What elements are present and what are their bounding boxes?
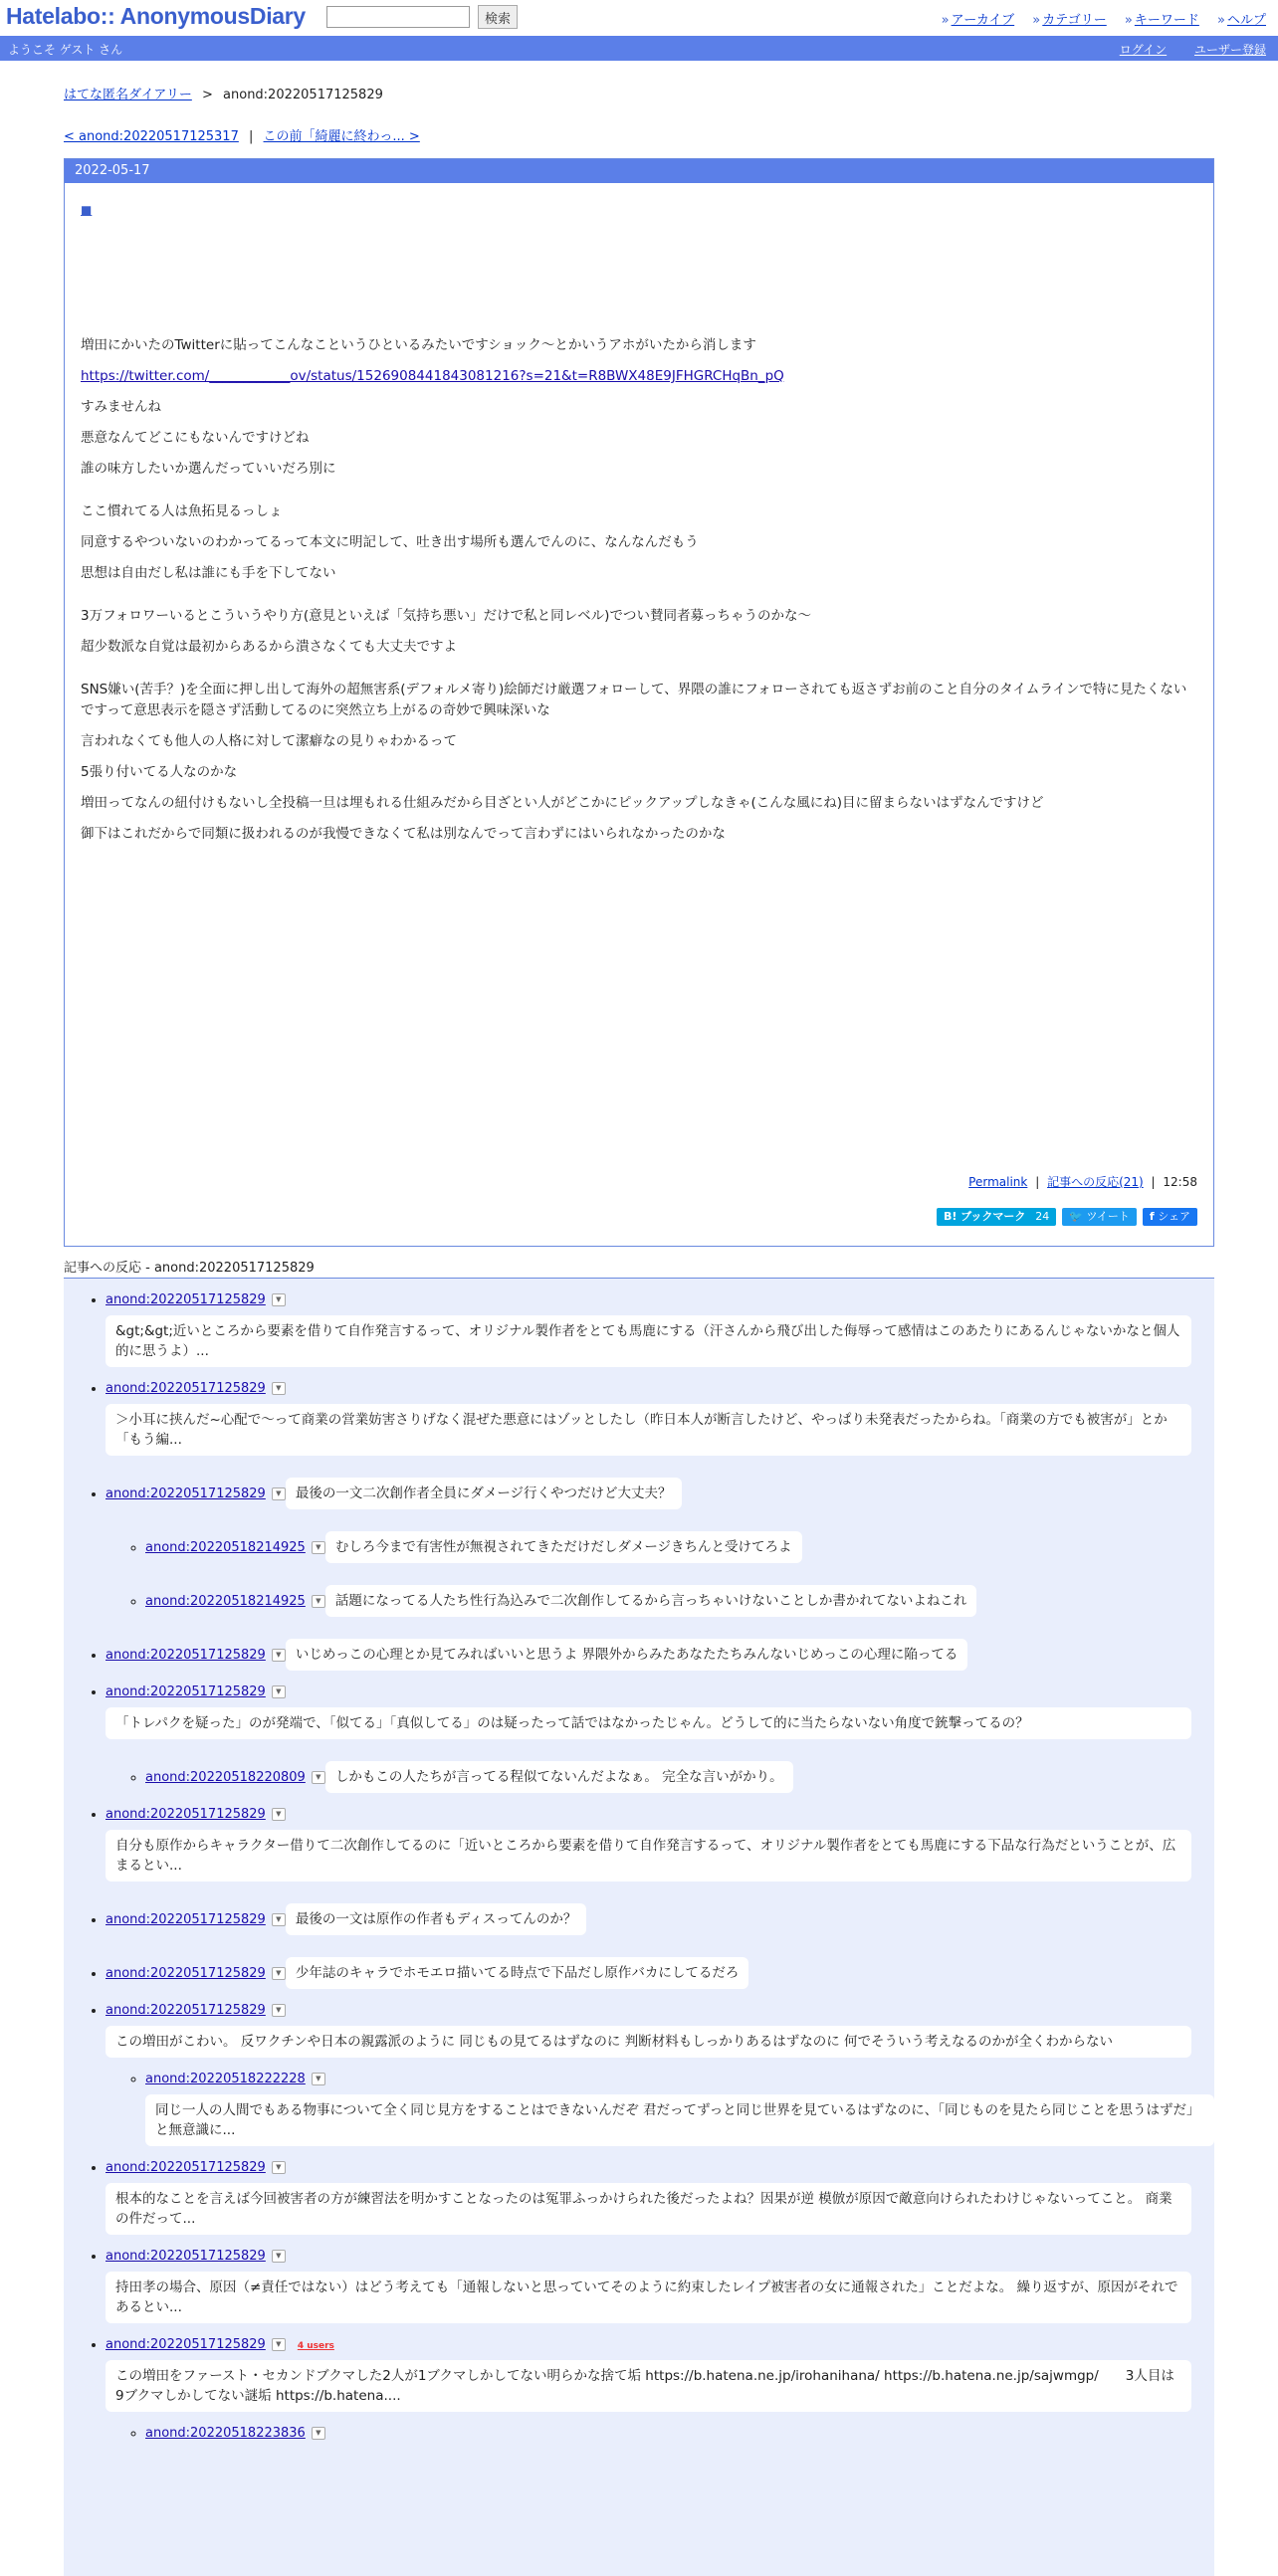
- reaction-excerpt: この増田をファースト・セカンドブクマした2人が1ブクマしかしてない明らかな捨て垢 https://b.hatena.ne.jp/irohanihana/ https://b.hatena.ne.jp/sajwmgp/ 3人目は9ブクマしかしてない謎垢 https://b.hatena....: [106, 2360, 1191, 2412]
- register-link[interactable]: ユーザー登録: [1193, 43, 1266, 57]
- reaction-id-link[interactable]: anond:20220517125829: [106, 1486, 266, 1501]
- entry-line: 同意するやついないのわかってるって本文に明記して、吐き出す場所も選んでんのに、なんなんだもう: [81, 534, 699, 550]
- dropdown-toggle-icon[interactable]: ▼: [272, 1913, 286, 1926]
- footer-separator: |: [1035, 1175, 1040, 1189]
- entry-twitter-link[interactable]: https://twitter.com/____________ov/status/1526908441843081216?s=21&t=R8BWX48E9JFHGRCHqBn_pQ: [81, 368, 784, 384]
- reaction-excerpt: 最後の一文二次創作者全員にダメージ行くやつだけど大丈夫？: [286, 1478, 682, 1509]
- reaction-item: [106, 1807, 1214, 1882]
- reaction-excerpt: ＞小耳に挟んだ~心配で～って商業の営業妨害さりげなく混ぜた悪意にはゾッとしたし（昨日本人が断言したけど、やっぱり未発表だったからね。「商業の方でも被害が」とか「もう編...: [106, 1404, 1191, 1456]
- reaction-id-link[interactable]: anond:20220518220809: [145, 1770, 306, 1785]
- reaction-id-link[interactable]: anond:20220517125829: [106, 2003, 266, 2018]
- reaction-item: [106, 1292, 1214, 1367]
- entry-date: 2022-05-17: [65, 159, 1213, 183]
- dropdown-toggle-icon[interactable]: ▼: [272, 1685, 286, 1698]
- twitter-bird-icon: 🐦: [1069, 1210, 1083, 1223]
- entry: [64, 158, 1214, 1247]
- entry-line: 御下はこれだからで同類に扱われるのが我慢できなくて私は別なんでって言わずにはいられなかったのかな: [81, 826, 726, 842]
- reaction-id-link[interactable]: anond:20220517125829: [106, 1292, 266, 1307]
- reaction-item: [106, 1631, 1214, 1671]
- reaction-excerpt: 「トレパクを疑った」のが発端で、「似てる」「真似してる」のは疑ったって話ではなかったじゃん。どうして的に当たらないない角度で銃撃ってるの？: [106, 1707, 1191, 1739]
- reaction-excerpt: 自分も原作からキャラクター借りて二次創作してるのに「近いところから要素を借りて自作発言するって、オリジナル製作者をとても馬鹿にする下品な行為だということが、広まるとい...: [106, 1830, 1191, 1882]
- permalink[interactable]: Permalink: [968, 1175, 1028, 1189]
- entry-text: [81, 335, 1197, 845]
- dropdown-toggle-icon[interactable]: ▼: [272, 1808, 286, 1821]
- reaction-id-link[interactable]: anond:20220517125829: [106, 1912, 266, 1927]
- bookmark-users-badge[interactable]: 4 users: [297, 2341, 334, 2351]
- dropdown-toggle-icon[interactable]: ▼: [272, 1487, 286, 1500]
- bookmark-label: B! ブックマーク: [943, 1210, 1026, 1223]
- reactions-title: 記事への反応 - anond:20220517125829: [64, 1257, 1214, 1279]
- entry-line: すみませんね: [81, 399, 161, 415]
- entry-section-mark[interactable]: ■: [81, 203, 93, 217]
- reaction-item: [145, 2072, 1214, 2146]
- dropdown-toggle-icon[interactable]: ▼: [272, 1649, 286, 1662]
- entry-line: 5張り付いてる人なのかな: [81, 764, 238, 780]
- bookmark-count: 24: [1035, 1210, 1050, 1223]
- reaction-sublist: [106, 2426, 1214, 2441]
- reaction-id-link[interactable]: anond:20220517125829: [106, 1807, 266, 1822]
- entry-line: 思想は自由だし私は誰にも手を下してない: [81, 565, 336, 581]
- prev-entry-link[interactable]: < anond:20220517125317: [64, 129, 239, 144]
- reaction-item: [106, 1470, 1214, 1617]
- reaction-excerpt: 最後の一文は原作の作者もディスってんのか？: [286, 1903, 587, 1935]
- reaction-list: [64, 1292, 1214, 2441]
- reaction-excerpt: むしろ今まで有害性が無視されてきただけだしダメージきちんと受けてろよ: [325, 1531, 802, 1563]
- breadcrumb: [64, 84, 1214, 105]
- tweet-label: ツイート: [1086, 1210, 1130, 1223]
- reaction-item: [145, 1523, 1214, 1563]
- reaction-sublist: [106, 1753, 1214, 1793]
- site-logo[interactable]: Hatelabo:: AnonymousDiary: [6, 3, 306, 29]
- reaction-excerpt: いじめっこの心理とか見てみればいいと思うよ 界隈外からみたあなたたちみんないじめっこの心理に陥ってる: [286, 1639, 968, 1671]
- reaction-item: [106, 2249, 1214, 2323]
- dropdown-toggle-icon[interactable]: ▼: [312, 1541, 325, 1554]
- entry-body: [65, 183, 1213, 845]
- reaction-excerpt: しかもこの人たちが言ってる程似てないんだよなぁ。 完全な言いがかり。: [325, 1761, 793, 1793]
- reaction-item: [106, 1949, 1214, 1989]
- reaction-excerpt: 話題になってる人たち性行為込みで二次創作してるから言っちゃいけないことしか書かれてないよねこれ: [325, 1585, 977, 1617]
- dropdown-toggle-icon[interactable]: ▼: [272, 2161, 286, 2174]
- dropdown-toggle-icon[interactable]: ▼: [312, 2073, 325, 2085]
- prev-next-nav: [64, 125, 1214, 144]
- reaction-item: [106, 2160, 1214, 2235]
- entry-line: 誰の味方したいか選んだっていいだろ別に: [81, 461, 336, 477]
- facebook-share-button[interactable]: [1143, 1208, 1197, 1226]
- entry-line: SNS嫌い(苦手？)を全面に押し出して海外の超無害系(デフォルメ寄り)絵師だけ厳選フォローして、界隈の誰にフォローされても返さずお前のこと自分のタイムラインで特に見たくないですって意思表示を隠さず活動してるのに突然立ち上がるの奇妙で興味深いな: [81, 682, 1187, 718]
- entry-line: 増田にかいたのTwitterに貼ってこんなこというひといるみたいですショック〜とかいうアホがいたから消します: [81, 337, 756, 353]
- reaction-item: [106, 1684, 1214, 1793]
- entry-line: ここ慣れてる人は魚拓見るっしょ: [81, 503, 283, 519]
- dropdown-toggle-icon[interactable]: ▼: [272, 1382, 286, 1395]
- top-bar: [0, 0, 1278, 36]
- nav-category[interactable]: » カテゴリー: [1032, 13, 1106, 28]
- reaction-excerpt: この増田がこわい。 反ワクチンや日本の親露派のように 同じもの見てるはずなのに 判断材料もしっかりあるはずなのに 何でそういう考えなるのかが全くわからない: [106, 2026, 1191, 2058]
- tweet-button[interactable]: [1062, 1208, 1137, 1226]
- reactions-link[interactable]: 記事への反応(21): [1047, 1175, 1144, 1189]
- user-bar: [0, 36, 1278, 61]
- reaction-item: [106, 1381, 1214, 1456]
- dropdown-toggle-icon[interactable]: ▼: [312, 1595, 325, 1608]
- next-entry-link[interactable]: この前「綺麗に終わっ... >: [263, 129, 420, 144]
- entry-line: 言われなくても他人の人格に対して潔癖なの見りゃわかるって: [81, 733, 457, 749]
- main-content: [64, 84, 1214, 2576]
- reaction-id-link[interactable]: anond:20220517125829: [106, 2249, 266, 2264]
- reaction-id-link[interactable]: anond:20220517125829: [106, 1648, 266, 1663]
- share-buttons: [937, 1208, 1197, 1226]
- reaction-excerpt: 持田孝の場合、原因（≠責任ではない）はどう考えても「通報しないと思っていてそのように約束したレイプ被害者の女に通報された」ことだよな。 繰り返すが、原因がそれであるとい...: [106, 2272, 1191, 2323]
- reaction-item: [106, 2003, 1214, 2146]
- reaction-id-link[interactable]: anond:20220517125829: [106, 1966, 266, 1981]
- breadcrumb-separator: >: [201, 88, 213, 102]
- entry-line: 悪意なんてどこにもないんですけどね: [81, 430, 310, 446]
- reaction-id-link[interactable]: anond:20220518214925: [145, 1540, 306, 1555]
- nav-archive[interactable]: » アーカイブ: [942, 13, 1015, 28]
- entry-line: 3万フォロワーいるとこういうやり方(意見といえば「気持ち悪い」だけで私と同レベル)でつい賛同者募っちゃうのかな〜: [81, 608, 811, 624]
- dropdown-toggle-icon[interactable]: ▼: [312, 2427, 325, 2440]
- reaction-item: [145, 1753, 1214, 1793]
- reaction-excerpt: 少年誌のキャラでホモエロ描いてる時点で下品だし原作バカにしてるだろ: [286, 1957, 749, 1989]
- breadcrumb-home[interactable]: はてな匿名ダイアリー: [64, 88, 192, 102]
- nav-help[interactable]: » ヘルプ: [1217, 13, 1266, 28]
- dropdown-toggle-icon[interactable]: ▼: [272, 2338, 286, 2351]
- reaction-excerpt: &gt;&gt;近いところから要素を借りて自作発言するって、オリジナル製作者をとても馬鹿にする（汗さんから飛び出した侮辱って感情はこのあたりにあるんじゃないかなと個人的に思うよ）...: [106, 1315, 1191, 1367]
- dropdown-toggle-icon[interactable]: ▼: [312, 1771, 325, 1784]
- share-label: シェア: [1158, 1210, 1190, 1223]
- reaction-item: [145, 1577, 1214, 1617]
- entry-line: 増田ってなんの紐付けもないし全投稿一旦は埋もれる仕組みだから目ざとい人がどこかにピックアップしなきゃ(こんな風にね)目に留まらないはずなんですけど: [81, 795, 1044, 811]
- top-nav: [928, 9, 1266, 28]
- reaction-id-link[interactable]: anond:20220517125829: [106, 2337, 266, 2352]
- entry-footer: [968, 1173, 1197, 1190]
- dropdown-toggle-icon[interactable]: ▼: [272, 1293, 286, 1306]
- welcome-text: ようこそ ゲスト さん: [8, 43, 123, 57]
- search-input[interactable]: [326, 6, 470, 28]
- nav-keyword[interactable]: » キーワード: [1125, 13, 1199, 28]
- dropdown-toggle-icon[interactable]: ▼: [272, 2004, 286, 2017]
- reaction-id-link[interactable]: anond:20220517125829: [106, 2160, 266, 2175]
- reactions-list: [64, 1279, 1214, 2576]
- prev-next-separator: |: [249, 129, 254, 144]
- reaction-id-link[interactable]: anond:20220517125829: [106, 1381, 266, 1396]
- breadcrumb-current: anond:20220517125829: [223, 88, 383, 102]
- reaction-excerpt: 同じ一人の人間でもある物事について全く同じ見方をすることはできないんだぞ 君だってずっと同じ世界を見ているはずなのに、「同じものを見たら同じことを思うはずだ」と無意識に...: [145, 2094, 1214, 2146]
- dropdown-toggle-icon[interactable]: ▼: [272, 1967, 286, 1980]
- search-button[interactable]: 検索: [478, 5, 518, 29]
- reaction-id-link[interactable]: anond:20220517125829: [106, 1684, 266, 1699]
- login-link[interactable]: ログイン: [1119, 43, 1168, 57]
- reaction-id-link[interactable]: anond:20220518223836: [145, 2426, 306, 2441]
- footer-separator: |: [1151, 1175, 1156, 1189]
- reaction-item: [145, 2426, 1214, 2441]
- facebook-icon: f: [1149, 1210, 1155, 1223]
- reaction-item: [106, 1895, 1214, 1935]
- hatena-bookmark-button[interactable]: [937, 1208, 1056, 1226]
- reaction-id-link[interactable]: anond:20220518222228: [145, 2072, 306, 2086]
- reaction-sublist: [106, 1523, 1214, 1617]
- reaction-id-link[interactable]: anond:20220518214925: [145, 1594, 306, 1609]
- reaction-item: [106, 2337, 1214, 2441]
- dropdown-toggle-icon[interactable]: ▼: [272, 2250, 286, 2263]
- entry-time: 12:58: [1163, 1175, 1197, 1189]
- entry-line: 超少数派な自覚は最初からあるから潰さなくても大丈夫ですよ: [81, 639, 457, 655]
- reaction-excerpt: 根本的なことを言えば今回被害者の方が練習法を明かすことなったのは冤罪ふっかけられた後だったよね？因果が逆 模倣が原因で敵意向けられたわけじゃないってこと。 商業の件だって...: [106, 2183, 1191, 2235]
- reaction-sublist: [106, 2072, 1214, 2146]
